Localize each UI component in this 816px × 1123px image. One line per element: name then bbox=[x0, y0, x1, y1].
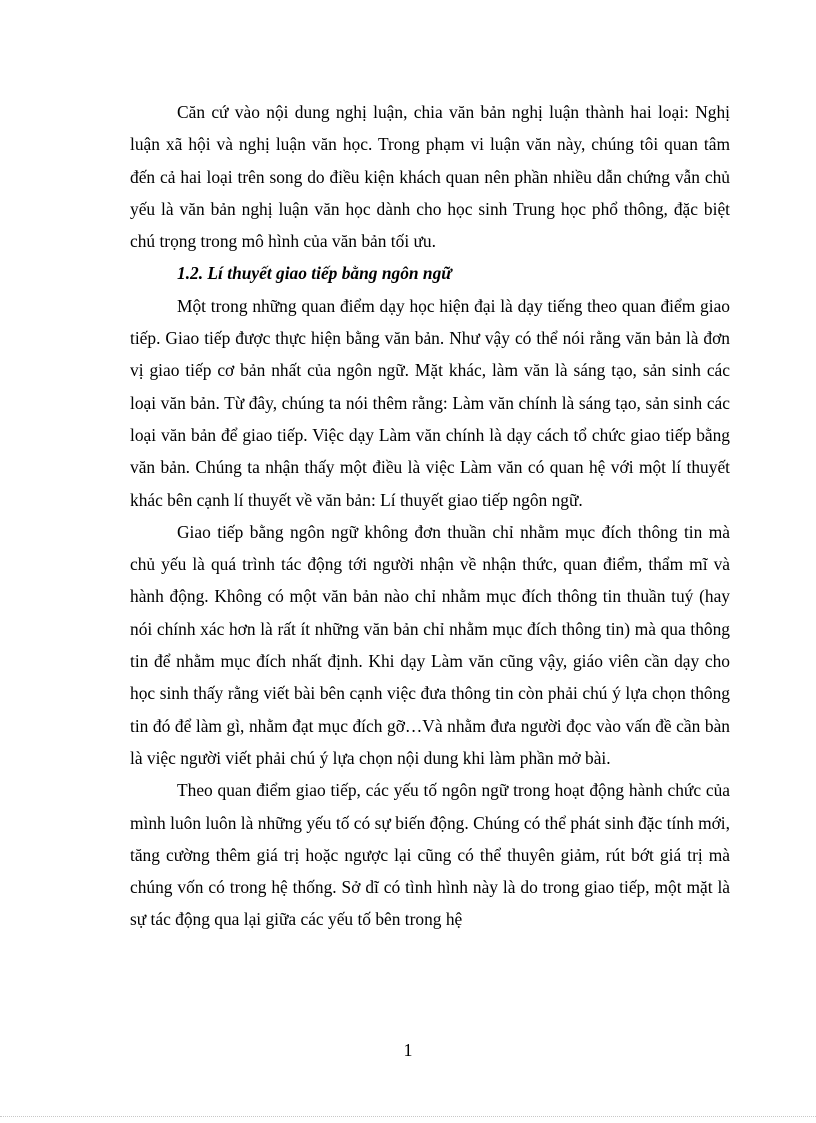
paragraph-intro: Căn cứ vào nội dung nghị luận, chia văn bản nghị luận thành hai loại: Nghị luận xã hội và nghị luận văn học. Trong phạm vi luận văn này, chúng tôi quan tâm đến cả hai loại trên song do điều kiện khách quan nên phần nhiều dẫn chứng vẫn chủ yếu là văn bản nghị luận văn học dành cho học sinh Trung học phổ thông, đặc biệt chú trọng trong mô hình của văn bản tối ưu. bbox=[130, 102, 730, 252]
paragraph-communicative-perspective: Theo quan điểm giao tiếp, các yếu tố ngôn ngữ trong hoạt động hành chức của mình luôn luôn là những yếu tố có sự biến động. Chúng có thể phát sinh đặc tính mới, tăng cường thêm giá trị hoặc ngược lại cũng có thể thuyên giảm, rút bớt giá trị mà chúng vốn có trong hệ thống. Sở dĩ có tình hình này là do trong giao tiếp, một mặt là sự tác động qua lại giữa các yếu tố bên trong hệ bbox=[130, 780, 730, 930]
page-number: 1 bbox=[403, 1040, 413, 1060]
paragraph-communication-view: Một trong những quan điểm dạy học hiện đại là dạy tiếng theo quan điểm giao tiếp. Giao tiếp được thực hiện bằng văn bản. Như vậy có thể nói rằng văn bản là đơn vị giao tiếp cơ bản nhất của ngôn ngữ. Mặt khác, làm văn là sáng tạo, sản sinh các loại văn bản. Từ đây, chúng ta nói thêm rằng: Làm văn chính là sáng tạo, sản sinh các loại văn bản để giao tiếp. Việc dạy Làm văn chính là dạy cách tổ chức giao tiếp bằng văn bản. Chúng ta nhận thấy một điều là việc Làm văn có quan hệ với một lí thuyết khác bên cạnh lí thuyết về văn bản: Lí thuyết giao tiếp ngôn ngữ. bbox=[130, 295, 730, 510]
document-body bbox=[130, 96, 730, 936]
page-bottom-divider bbox=[0, 1116, 816, 1117]
paragraph-language-communication: Giao tiếp bằng ngôn ngữ không đơn thuần chỉ nhằm mục đích thông tin mà chủ yếu là quá trình tác động tới người nhận về nhận thức, quan điểm, thẩm mĩ và hành động. Không có một văn bản nào chỉ nhằm mục đích thông tin thuần tuý (hay nói chính xác hơn là rất ít những văn bản chỉ nhằm mục đích thông tin) mà qua thông tin để nhằm mục đích nhất định. Khi dạy Làm văn cũng vậy, giáo viên cần dạy cho học sinh thấy rằng viết bài bên cạnh việc đưa thông tin còn phải chú ý lựa chọn thông tin đó để làm gì, nhằm đạt mục đích gỡ…Và nhằm đưa người đọc vào vấn đề cần bàn là việc người viết phải chú ý lựa chọn nội dung khi làm phần mở bài. bbox=[130, 521, 730, 768]
section-heading: 1.2. Lí thuyết giao tiếp bằng ngôn ngữ bbox=[177, 263, 452, 284]
